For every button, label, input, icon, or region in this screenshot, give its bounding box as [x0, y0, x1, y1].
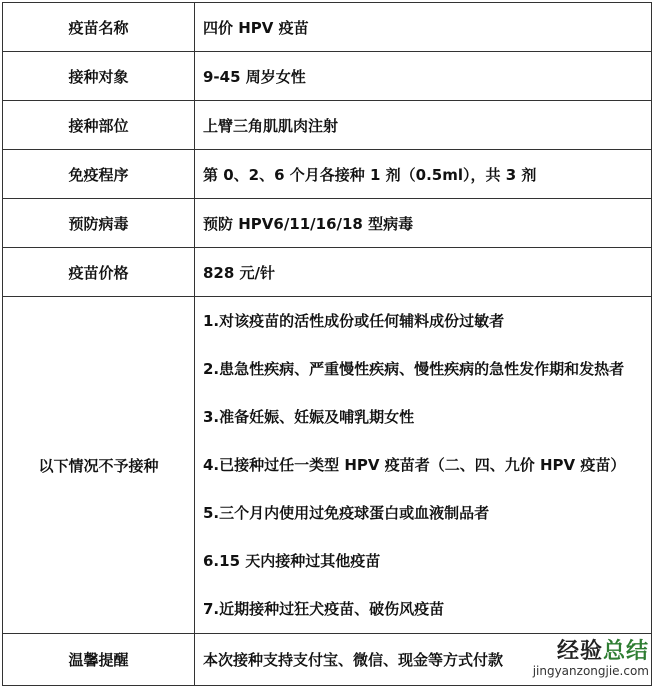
- row-label: 预防病毒: [3, 199, 195, 248]
- table-row: [3, 101, 652, 150]
- list-item: 7.近期接种过狂犬疫苗、破伤风疫苗: [203, 600, 445, 618]
- reminder-value: 本次接种支持支付宝、微信、现金等方式付款: [195, 634, 652, 686]
- table-row: [3, 199, 652, 248]
- row-label: 免疫程序: [3, 150, 195, 199]
- contraindications-list: [195, 297, 652, 634]
- table-row: [3, 52, 652, 101]
- row-label: 疫苗名称: [3, 3, 195, 52]
- watermark-title-a: 经验: [556, 639, 603, 664]
- list-item: 6.15 天内接种过其他疫苗: [203, 552, 381, 570]
- list-item: 2.患急性疾病、严重慢性疾病、慢性疾病的急性发作期和发热者: [203, 360, 625, 378]
- watermark-url: jingyanzongjie.com: [532, 664, 649, 678]
- row-label: 接种对象: [3, 52, 195, 101]
- row-label: 疫苗价格: [3, 248, 195, 297]
- row-value: 预防 HPV6/11/16/18 型病毒: [195, 199, 652, 248]
- row-value: 上臂三角肌肌肉注射: [195, 101, 652, 150]
- table-row: [3, 150, 652, 199]
- watermark: [533, 640, 649, 678]
- watermark-title: [533, 640, 649, 664]
- list-item: 3.准备妊娠、妊娠及哺乳期女性: [203, 408, 415, 426]
- row-label: 接种部位: [3, 101, 195, 150]
- list-item: 1.对该疫苗的活性成份或任何辅料成份过敏者: [203, 312, 505, 330]
- row-value: 828 元/针: [195, 248, 652, 297]
- contraindications-label: 以下情况不予接种: [3, 297, 195, 634]
- row-value: 第 0、2、6 个月各接种 1 剂（0.5ml），共 3 剂: [195, 150, 652, 199]
- reminder-label: 温馨提醒: [3, 634, 195, 686]
- watermark-title-b: 总结: [602, 639, 649, 664]
- list-item: 5.三个月内使用过免疫球蛋白或血液制品者: [203, 504, 490, 522]
- row-value: 9-45 周岁女性: [195, 52, 652, 101]
- vaccine-info-table: [2, 2, 652, 686]
- row-value: 四价 HPV 疫苗: [195, 3, 652, 52]
- list-item: 4.已接种过任一类型 HPV 疫苗者（二、四、九价 HPV 疫苗）: [203, 456, 626, 474]
- table-row: [3, 248, 652, 297]
- contraindications-row: [3, 297, 652, 634]
- table-row: [3, 3, 652, 52]
